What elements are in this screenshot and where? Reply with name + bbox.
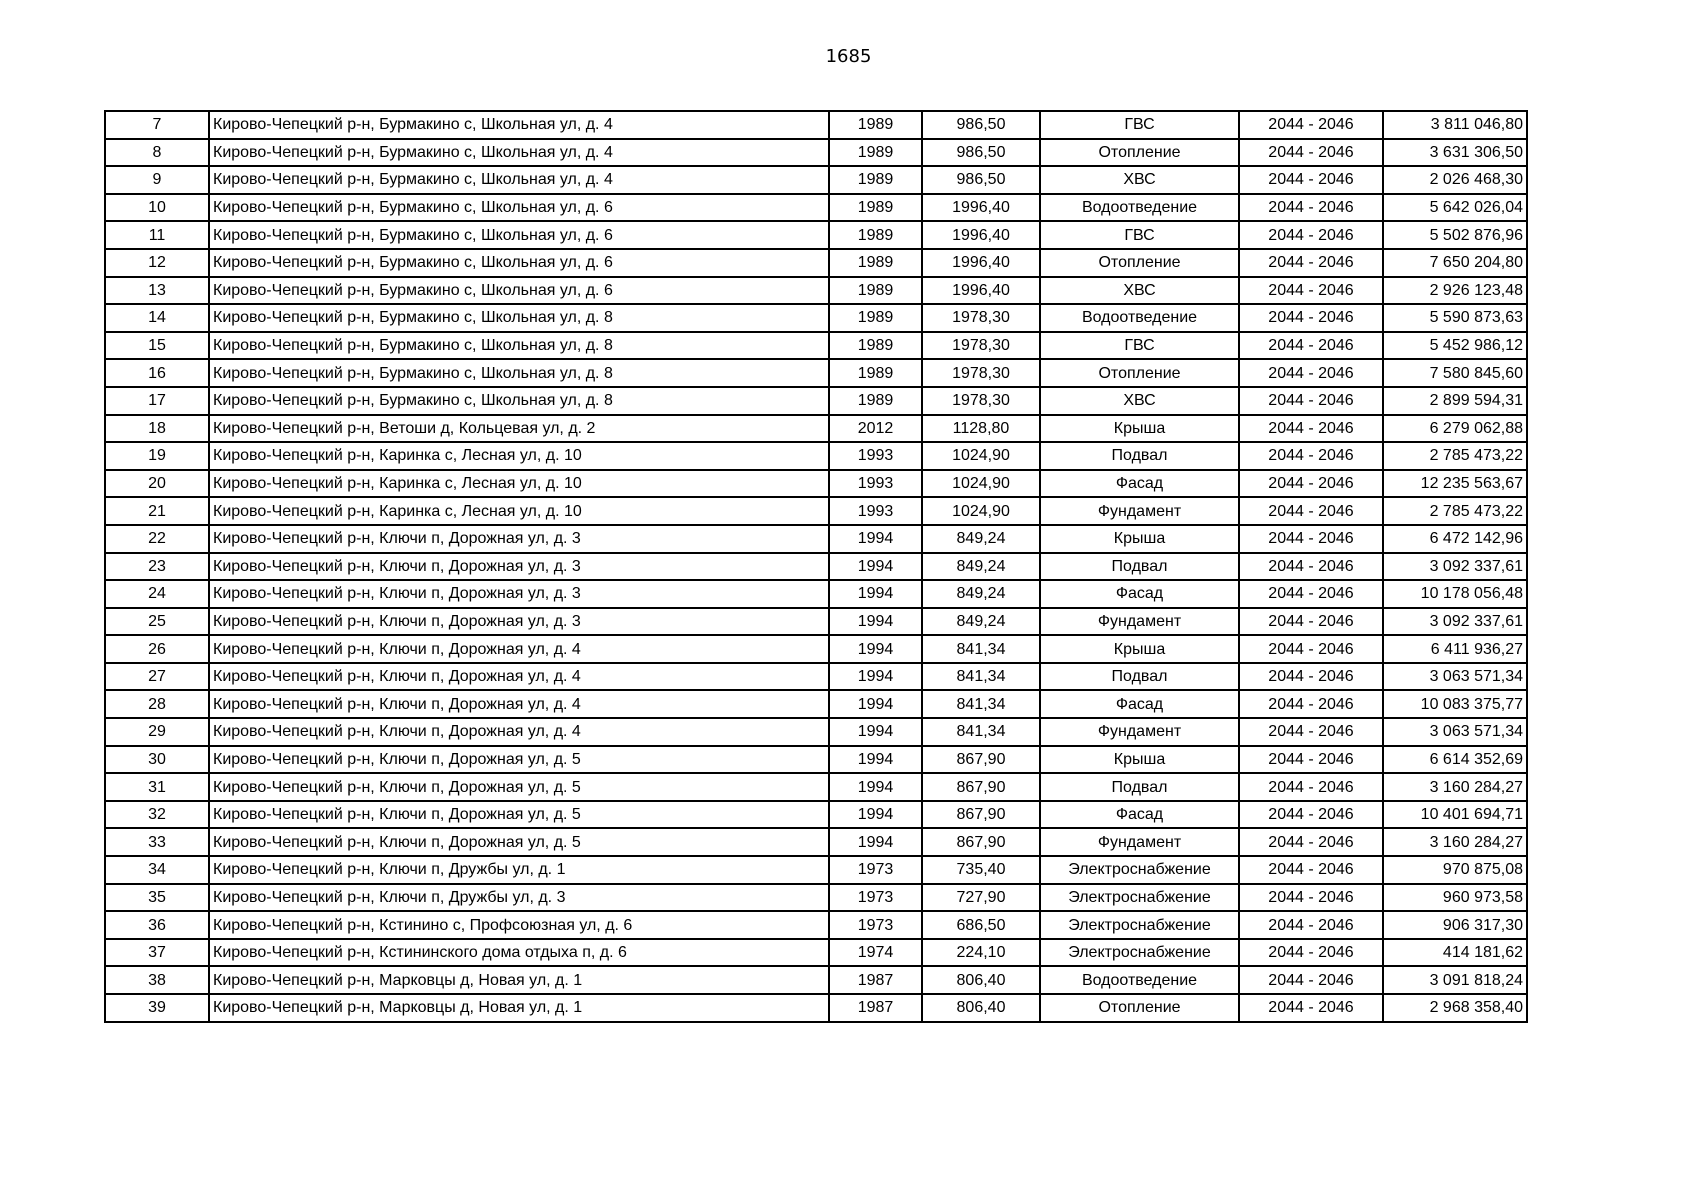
work-type-cell: Водоотведение <box>1040 304 1239 332</box>
period-cell: 2044 - 2046 <box>1239 580 1383 608</box>
area-cell: 867,90 <box>922 746 1040 774</box>
work-type-cell: Отопление <box>1040 359 1239 387</box>
area-cell: 849,24 <box>922 608 1040 636</box>
table-row <box>105 249 1527 277</box>
address-cell: Кирово-Чепецкий р-н, Ключи п, Дорожная ул, д. 4 <box>209 663 829 691</box>
row-number-cell: 8 <box>105 139 209 167</box>
area-cell: 735,40 <box>922 856 1040 884</box>
year-built-cell: 1973 <box>829 856 922 884</box>
work-type-cell: Подвал <box>1040 773 1239 801</box>
address-cell: Кирово-Чепецкий р-н, Каринка с, Лесная ул, д. 10 <box>209 442 829 470</box>
table-row <box>105 359 1527 387</box>
address-cell: Кирово-Чепецкий р-н, Ключи п, Дорожная ул, д. 5 <box>209 801 829 829</box>
year-built-cell: 1994 <box>829 635 922 663</box>
year-built-cell: 1989 <box>829 277 922 305</box>
work-type-cell: Электроснабжение <box>1040 911 1239 939</box>
period-cell: 2044 - 2046 <box>1239 746 1383 774</box>
year-built-cell: 1973 <box>829 911 922 939</box>
table-row <box>105 773 1527 801</box>
period-cell: 2044 - 2046 <box>1239 277 1383 305</box>
year-built-cell: 1994 <box>829 608 922 636</box>
table-row <box>105 939 1527 967</box>
year-built-cell: 1989 <box>829 304 922 332</box>
work-type-cell: Фасад <box>1040 690 1239 718</box>
period-cell: 2044 - 2046 <box>1239 442 1383 470</box>
area-cell: 841,34 <box>922 690 1040 718</box>
table-row <box>105 663 1527 691</box>
table-row <box>105 497 1527 525</box>
area-cell: 1978,30 <box>922 304 1040 332</box>
area-cell: 841,34 <box>922 635 1040 663</box>
period-cell: 2044 - 2046 <box>1239 221 1383 249</box>
work-type-cell: Крыша <box>1040 746 1239 774</box>
period-cell: 2044 - 2046 <box>1239 415 1383 443</box>
period-cell: 2044 - 2046 <box>1239 801 1383 829</box>
period-cell: 2044 - 2046 <box>1239 994 1383 1022</box>
year-built-cell: 1993 <box>829 497 922 525</box>
address-cell: Кирово-Чепецкий р-н, Марковцы д, Новая ул, д. 1 <box>209 994 829 1022</box>
area-cell: 867,90 <box>922 773 1040 801</box>
work-type-cell: Водоотведение <box>1040 194 1239 222</box>
address-cell: Кирово-Чепецкий р-н, Ветоши д, Кольцевая ул, д. 2 <box>209 415 829 443</box>
period-cell: 2044 - 2046 <box>1239 911 1383 939</box>
area-cell: 1024,90 <box>922 497 1040 525</box>
table-row <box>105 166 1527 194</box>
year-built-cell: 1989 <box>829 332 922 360</box>
table-row <box>105 828 1527 856</box>
area-cell: 1996,40 <box>922 249 1040 277</box>
area-cell: 986,50 <box>922 139 1040 167</box>
year-built-cell: 1993 <box>829 470 922 498</box>
year-built-cell: 2012 <box>829 415 922 443</box>
period-cell: 2044 - 2046 <box>1239 470 1383 498</box>
table-row <box>105 111 1527 139</box>
area-cell: 849,24 <box>922 580 1040 608</box>
row-number-cell: 38 <box>105 966 209 994</box>
cost-cell: 960 973,58 <box>1383 884 1527 912</box>
work-type-cell: ГВС <box>1040 332 1239 360</box>
table-row <box>105 387 1527 415</box>
address-cell: Кирово-Чепецкий р-н, Бурмакино с, Школьная ул, д. 6 <box>209 194 829 222</box>
period-cell: 2044 - 2046 <box>1239 718 1383 746</box>
cost-cell: 2 785 473,22 <box>1383 497 1527 525</box>
period-cell: 2044 - 2046 <box>1239 553 1383 581</box>
period-cell: 2044 - 2046 <box>1239 773 1383 801</box>
work-type-cell: Фундамент <box>1040 497 1239 525</box>
address-cell: Кирово-Чепецкий р-н, Бурмакино с, Школьная ул, д. 8 <box>209 332 829 360</box>
year-built-cell: 1989 <box>829 166 922 194</box>
row-number-cell: 13 <box>105 277 209 305</box>
year-built-cell: 1987 <box>829 966 922 994</box>
year-built-cell: 1994 <box>829 580 922 608</box>
cost-cell: 3 631 306,50 <box>1383 139 1527 167</box>
area-cell: 867,90 <box>922 828 1040 856</box>
year-built-cell: 1989 <box>829 139 922 167</box>
area-cell: 1996,40 <box>922 221 1040 249</box>
cost-cell: 7 650 204,80 <box>1383 249 1527 277</box>
cost-cell: 5 502 876,96 <box>1383 221 1527 249</box>
page-number: 1685 <box>825 46 872 67</box>
row-number-cell: 12 <box>105 249 209 277</box>
address-cell: Кирово-Чепецкий р-н, Ключи п, Дорожная ул, д. 3 <box>209 580 829 608</box>
table-row <box>105 994 1527 1022</box>
address-cell: Кирово-Чепецкий р-н, Бурмакино с, Школьная ул, д. 4 <box>209 111 829 139</box>
area-cell: 1024,90 <box>922 470 1040 498</box>
address-cell: Кирово-Чепецкий р-н, Ключи п, Дорожная ул, д. 4 <box>209 690 829 718</box>
area-cell: 986,50 <box>922 166 1040 194</box>
area-cell: 841,34 <box>922 718 1040 746</box>
area-cell: 1996,40 <box>922 277 1040 305</box>
period-cell: 2044 - 2046 <box>1239 856 1383 884</box>
address-cell: Кирово-Чепецкий р-н, Бурмакино с, Школьная ул, д. 4 <box>209 166 829 194</box>
work-type-cell: Электроснабжение <box>1040 939 1239 967</box>
row-number-cell: 18 <box>105 415 209 443</box>
work-type-cell: ХВС <box>1040 166 1239 194</box>
period-cell: 2044 - 2046 <box>1239 249 1383 277</box>
work-type-cell: Крыша <box>1040 635 1239 663</box>
table-row <box>105 801 1527 829</box>
work-type-cell: ХВС <box>1040 277 1239 305</box>
row-number-cell: 24 <box>105 580 209 608</box>
period-cell: 2044 - 2046 <box>1239 387 1383 415</box>
table-row <box>105 580 1527 608</box>
table-row <box>105 277 1527 305</box>
area-cell: 806,40 <box>922 966 1040 994</box>
work-type-cell: Фундамент <box>1040 608 1239 636</box>
row-number-cell: 23 <box>105 553 209 581</box>
work-type-cell: Фундамент <box>1040 718 1239 746</box>
work-type-cell: Водоотведение <box>1040 966 1239 994</box>
year-built-cell: 1993 <box>829 442 922 470</box>
area-cell: 849,24 <box>922 525 1040 553</box>
address-cell: Кирово-Чепецкий р-н, Ключи п, Дорожная ул, д. 3 <box>209 608 829 636</box>
table-row <box>105 911 1527 939</box>
area-cell: 867,90 <box>922 801 1040 829</box>
work-type-cell: Подвал <box>1040 663 1239 691</box>
cost-cell: 3 091 818,24 <box>1383 966 1527 994</box>
cost-cell: 3 160 284,27 <box>1383 773 1527 801</box>
row-number-cell: 17 <box>105 387 209 415</box>
period-cell: 2044 - 2046 <box>1239 304 1383 332</box>
period-cell: 2044 - 2046 <box>1239 690 1383 718</box>
cost-cell: 10 083 375,77 <box>1383 690 1527 718</box>
table-row <box>105 415 1527 443</box>
address-cell: Кирово-Чепецкий р-н, Бурмакино с, Школьная ул, д. 8 <box>209 304 829 332</box>
area-cell: 1996,40 <box>922 194 1040 222</box>
period-cell: 2044 - 2046 <box>1239 139 1383 167</box>
address-cell: Кирово-Чепецкий р-н, Каринка с, Лесная ул, д. 10 <box>209 497 829 525</box>
area-cell: 841,34 <box>922 663 1040 691</box>
work-type-cell: Фасад <box>1040 801 1239 829</box>
address-cell: Кирово-Чепецкий р-н, Ключи п, Дорожная ул, д. 5 <box>209 746 829 774</box>
year-built-cell: 1989 <box>829 194 922 222</box>
address-cell: Кирово-Чепецкий р-н, Ключи п, Дорожная ул, д. 3 <box>209 553 829 581</box>
table-row <box>105 553 1527 581</box>
cost-cell: 414 181,62 <box>1383 939 1527 967</box>
cost-cell: 3 063 571,34 <box>1383 718 1527 746</box>
work-type-cell: Электроснабжение <box>1040 856 1239 884</box>
period-cell: 2044 - 2046 <box>1239 194 1383 222</box>
row-number-cell: 32 <box>105 801 209 829</box>
table-row <box>105 718 1527 746</box>
address-cell: Кирово-Чепецкий р-н, Бурмакино с, Школьная ул, д. 6 <box>209 277 829 305</box>
row-number-cell: 14 <box>105 304 209 332</box>
period-cell: 2044 - 2046 <box>1239 525 1383 553</box>
period-cell: 2044 - 2046 <box>1239 166 1383 194</box>
cost-cell: 2 899 594,31 <box>1383 387 1527 415</box>
address-cell: Кирово-Чепецкий р-н, Бурмакино с, Школьная ул, д. 8 <box>209 359 829 387</box>
row-number-cell: 16 <box>105 359 209 387</box>
year-built-cell: 1973 <box>829 884 922 912</box>
address-cell: Кирово-Чепецкий р-н, Ключи п, Дорожная ул, д. 3 <box>209 525 829 553</box>
year-built-cell: 1989 <box>829 111 922 139</box>
year-built-cell: 1994 <box>829 690 922 718</box>
cost-cell: 6 411 936,27 <box>1383 635 1527 663</box>
address-cell: Кирово-Чепецкий р-н, Кстинино с, Профсоюзная ул, д. 6 <box>209 911 829 939</box>
area-cell: 727,90 <box>922 884 1040 912</box>
row-number-cell: 15 <box>105 332 209 360</box>
cost-cell: 5 642 026,04 <box>1383 194 1527 222</box>
work-type-cell: Крыша <box>1040 525 1239 553</box>
row-number-cell: 30 <box>105 746 209 774</box>
address-cell: Кирово-Чепецкий р-н, Ключи п, Дружбы ул, д. 3 <box>209 884 829 912</box>
address-cell: Кирово-Чепецкий р-н, Бурмакино с, Школьная ул, д. 6 <box>209 221 829 249</box>
period-cell: 2044 - 2046 <box>1239 111 1383 139</box>
work-type-cell: Фасад <box>1040 580 1239 608</box>
row-number-cell: 9 <box>105 166 209 194</box>
period-cell: 2044 - 2046 <box>1239 497 1383 525</box>
row-number-cell: 10 <box>105 194 209 222</box>
period-cell: 2044 - 2046 <box>1239 635 1383 663</box>
row-number-cell: 7 <box>105 111 209 139</box>
address-cell: Кирово-Чепецкий р-н, Ключи п, Дорожная ул, д. 5 <box>209 773 829 801</box>
table-row <box>105 690 1527 718</box>
cost-cell: 10 178 056,48 <box>1383 580 1527 608</box>
period-cell: 2044 - 2046 <box>1239 359 1383 387</box>
area-cell: 849,24 <box>922 553 1040 581</box>
address-cell: Кирово-Чепецкий р-н, Бурмакино с, Школьная ул, д. 4 <box>209 139 829 167</box>
year-built-cell: 1994 <box>829 773 922 801</box>
cost-cell: 10 401 694,71 <box>1383 801 1527 829</box>
work-type-cell: Электроснабжение <box>1040 884 1239 912</box>
year-built-cell: 1989 <box>829 359 922 387</box>
table-row <box>105 608 1527 636</box>
row-number-cell: 35 <box>105 884 209 912</box>
row-number-cell: 26 <box>105 635 209 663</box>
area-cell: 1128,80 <box>922 415 1040 443</box>
table-row <box>105 856 1527 884</box>
period-cell: 2044 - 2046 <box>1239 966 1383 994</box>
cost-cell: 3 092 337,61 <box>1383 553 1527 581</box>
cost-cell: 2 926 123,48 <box>1383 277 1527 305</box>
table-row <box>105 304 1527 332</box>
cost-cell: 970 875,08 <box>1383 856 1527 884</box>
cost-cell: 6 614 352,69 <box>1383 746 1527 774</box>
work-type-cell: Подвал <box>1040 553 1239 581</box>
period-cell: 2044 - 2046 <box>1239 828 1383 856</box>
table-row <box>105 884 1527 912</box>
year-built-cell: 1994 <box>829 525 922 553</box>
row-number-cell: 34 <box>105 856 209 884</box>
cost-cell: 6 279 062,88 <box>1383 415 1527 443</box>
cost-cell: 3 160 284,27 <box>1383 828 1527 856</box>
year-built-cell: 1989 <box>829 221 922 249</box>
work-type-cell: Крыша <box>1040 415 1239 443</box>
year-built-cell: 1994 <box>829 718 922 746</box>
year-built-cell: 1987 <box>829 994 922 1022</box>
address-cell: Кирово-Чепецкий р-н, Ключи п, Дружбы ул, д. 1 <box>209 856 829 884</box>
work-type-cell: Отопление <box>1040 994 1239 1022</box>
address-cell: Кирово-Чепецкий р-н, Ключи п, Дорожная ул, д. 4 <box>209 635 829 663</box>
period-cell: 2044 - 2046 <box>1239 663 1383 691</box>
address-cell: Кирово-Чепецкий р-н, Ключи п, Дорожная ул, д. 5 <box>209 828 829 856</box>
row-number-cell: 27 <box>105 663 209 691</box>
table-row <box>105 139 1527 167</box>
table-row <box>105 332 1527 360</box>
row-number-cell: 21 <box>105 497 209 525</box>
row-number-cell: 29 <box>105 718 209 746</box>
cost-cell: 3 092 337,61 <box>1383 608 1527 636</box>
row-number-cell: 25 <box>105 608 209 636</box>
cost-cell: 2 968 358,40 <box>1383 994 1527 1022</box>
period-cell: 2044 - 2046 <box>1239 939 1383 967</box>
area-cell: 986,50 <box>922 111 1040 139</box>
address-cell: Кирово-Чепецкий р-н, Кстининского дома отдыха п, д. 6 <box>209 939 829 967</box>
cost-cell: 12 235 563,67 <box>1383 470 1527 498</box>
cost-cell: 3 063 571,34 <box>1383 663 1527 691</box>
area-cell: 686,50 <box>922 911 1040 939</box>
repair-register-table <box>104 110 1528 1023</box>
row-number-cell: 31 <box>105 773 209 801</box>
row-number-cell: 39 <box>105 994 209 1022</box>
cost-cell: 906 317,30 <box>1383 911 1527 939</box>
address-cell: Кирово-Чепецкий р-н, Каринка с, Лесная ул, д. 10 <box>209 470 829 498</box>
table-row <box>105 635 1527 663</box>
table-row <box>105 194 1527 222</box>
cost-cell: 7 580 845,60 <box>1383 359 1527 387</box>
work-type-cell: Отопление <box>1040 139 1239 167</box>
area-cell: 224,10 <box>922 939 1040 967</box>
table-row <box>105 746 1527 774</box>
row-number-cell: 11 <box>105 221 209 249</box>
table-row <box>105 442 1527 470</box>
row-number-cell: 28 <box>105 690 209 718</box>
year-built-cell: 1989 <box>829 387 922 415</box>
work-type-cell: ХВС <box>1040 387 1239 415</box>
area-cell: 1978,30 <box>922 332 1040 360</box>
work-type-cell: Отопление <box>1040 249 1239 277</box>
year-built-cell: 1994 <box>829 663 922 691</box>
cost-cell: 2 026 468,30 <box>1383 166 1527 194</box>
work-type-cell: Фундамент <box>1040 828 1239 856</box>
work-type-cell: Подвал <box>1040 442 1239 470</box>
table-body <box>105 111 1527 1022</box>
work-type-cell: ГВС <box>1040 111 1239 139</box>
cost-cell: 6 472 142,96 <box>1383 525 1527 553</box>
row-number-cell: 37 <box>105 939 209 967</box>
area-cell: 1024,90 <box>922 442 1040 470</box>
row-number-cell: 20 <box>105 470 209 498</box>
row-number-cell: 33 <box>105 828 209 856</box>
row-number-cell: 22 <box>105 525 209 553</box>
cost-cell: 3 811 046,80 <box>1383 111 1527 139</box>
period-cell: 2044 - 2046 <box>1239 884 1383 912</box>
area-cell: 1978,30 <box>922 387 1040 415</box>
table-row <box>105 470 1527 498</box>
period-cell: 2044 - 2046 <box>1239 608 1383 636</box>
year-built-cell: 1974 <box>829 939 922 967</box>
year-built-cell: 1994 <box>829 553 922 581</box>
year-built-cell: 1994 <box>829 801 922 829</box>
address-cell: Кирово-Чепецкий р-н, Бурмакино с, Школьная ул, д. 8 <box>209 387 829 415</box>
row-number-cell: 19 <box>105 442 209 470</box>
table-row <box>105 221 1527 249</box>
area-cell: 1978,30 <box>922 359 1040 387</box>
work-type-cell: Фасад <box>1040 470 1239 498</box>
year-built-cell: 1994 <box>829 828 922 856</box>
year-built-cell: 1989 <box>829 249 922 277</box>
address-cell: Кирово-Чепецкий р-н, Ключи п, Дорожная ул, д. 4 <box>209 718 829 746</box>
table-row <box>105 525 1527 553</box>
work-type-cell: ГВС <box>1040 221 1239 249</box>
row-number-cell: 36 <box>105 911 209 939</box>
cost-cell: 5 590 873,63 <box>1383 304 1527 332</box>
year-built-cell: 1994 <box>829 746 922 774</box>
area-cell: 806,40 <box>922 994 1040 1022</box>
table-row <box>105 966 1527 994</box>
address-cell: Кирово-Чепецкий р-н, Марковцы д, Новая ул, д. 1 <box>209 966 829 994</box>
cost-cell: 5 452 986,12 <box>1383 332 1527 360</box>
cost-cell: 2 785 473,22 <box>1383 442 1527 470</box>
period-cell: 2044 - 2046 <box>1239 332 1383 360</box>
address-cell: Кирово-Чепецкий р-н, Бурмакино с, Школьная ул, д. 6 <box>209 249 829 277</box>
